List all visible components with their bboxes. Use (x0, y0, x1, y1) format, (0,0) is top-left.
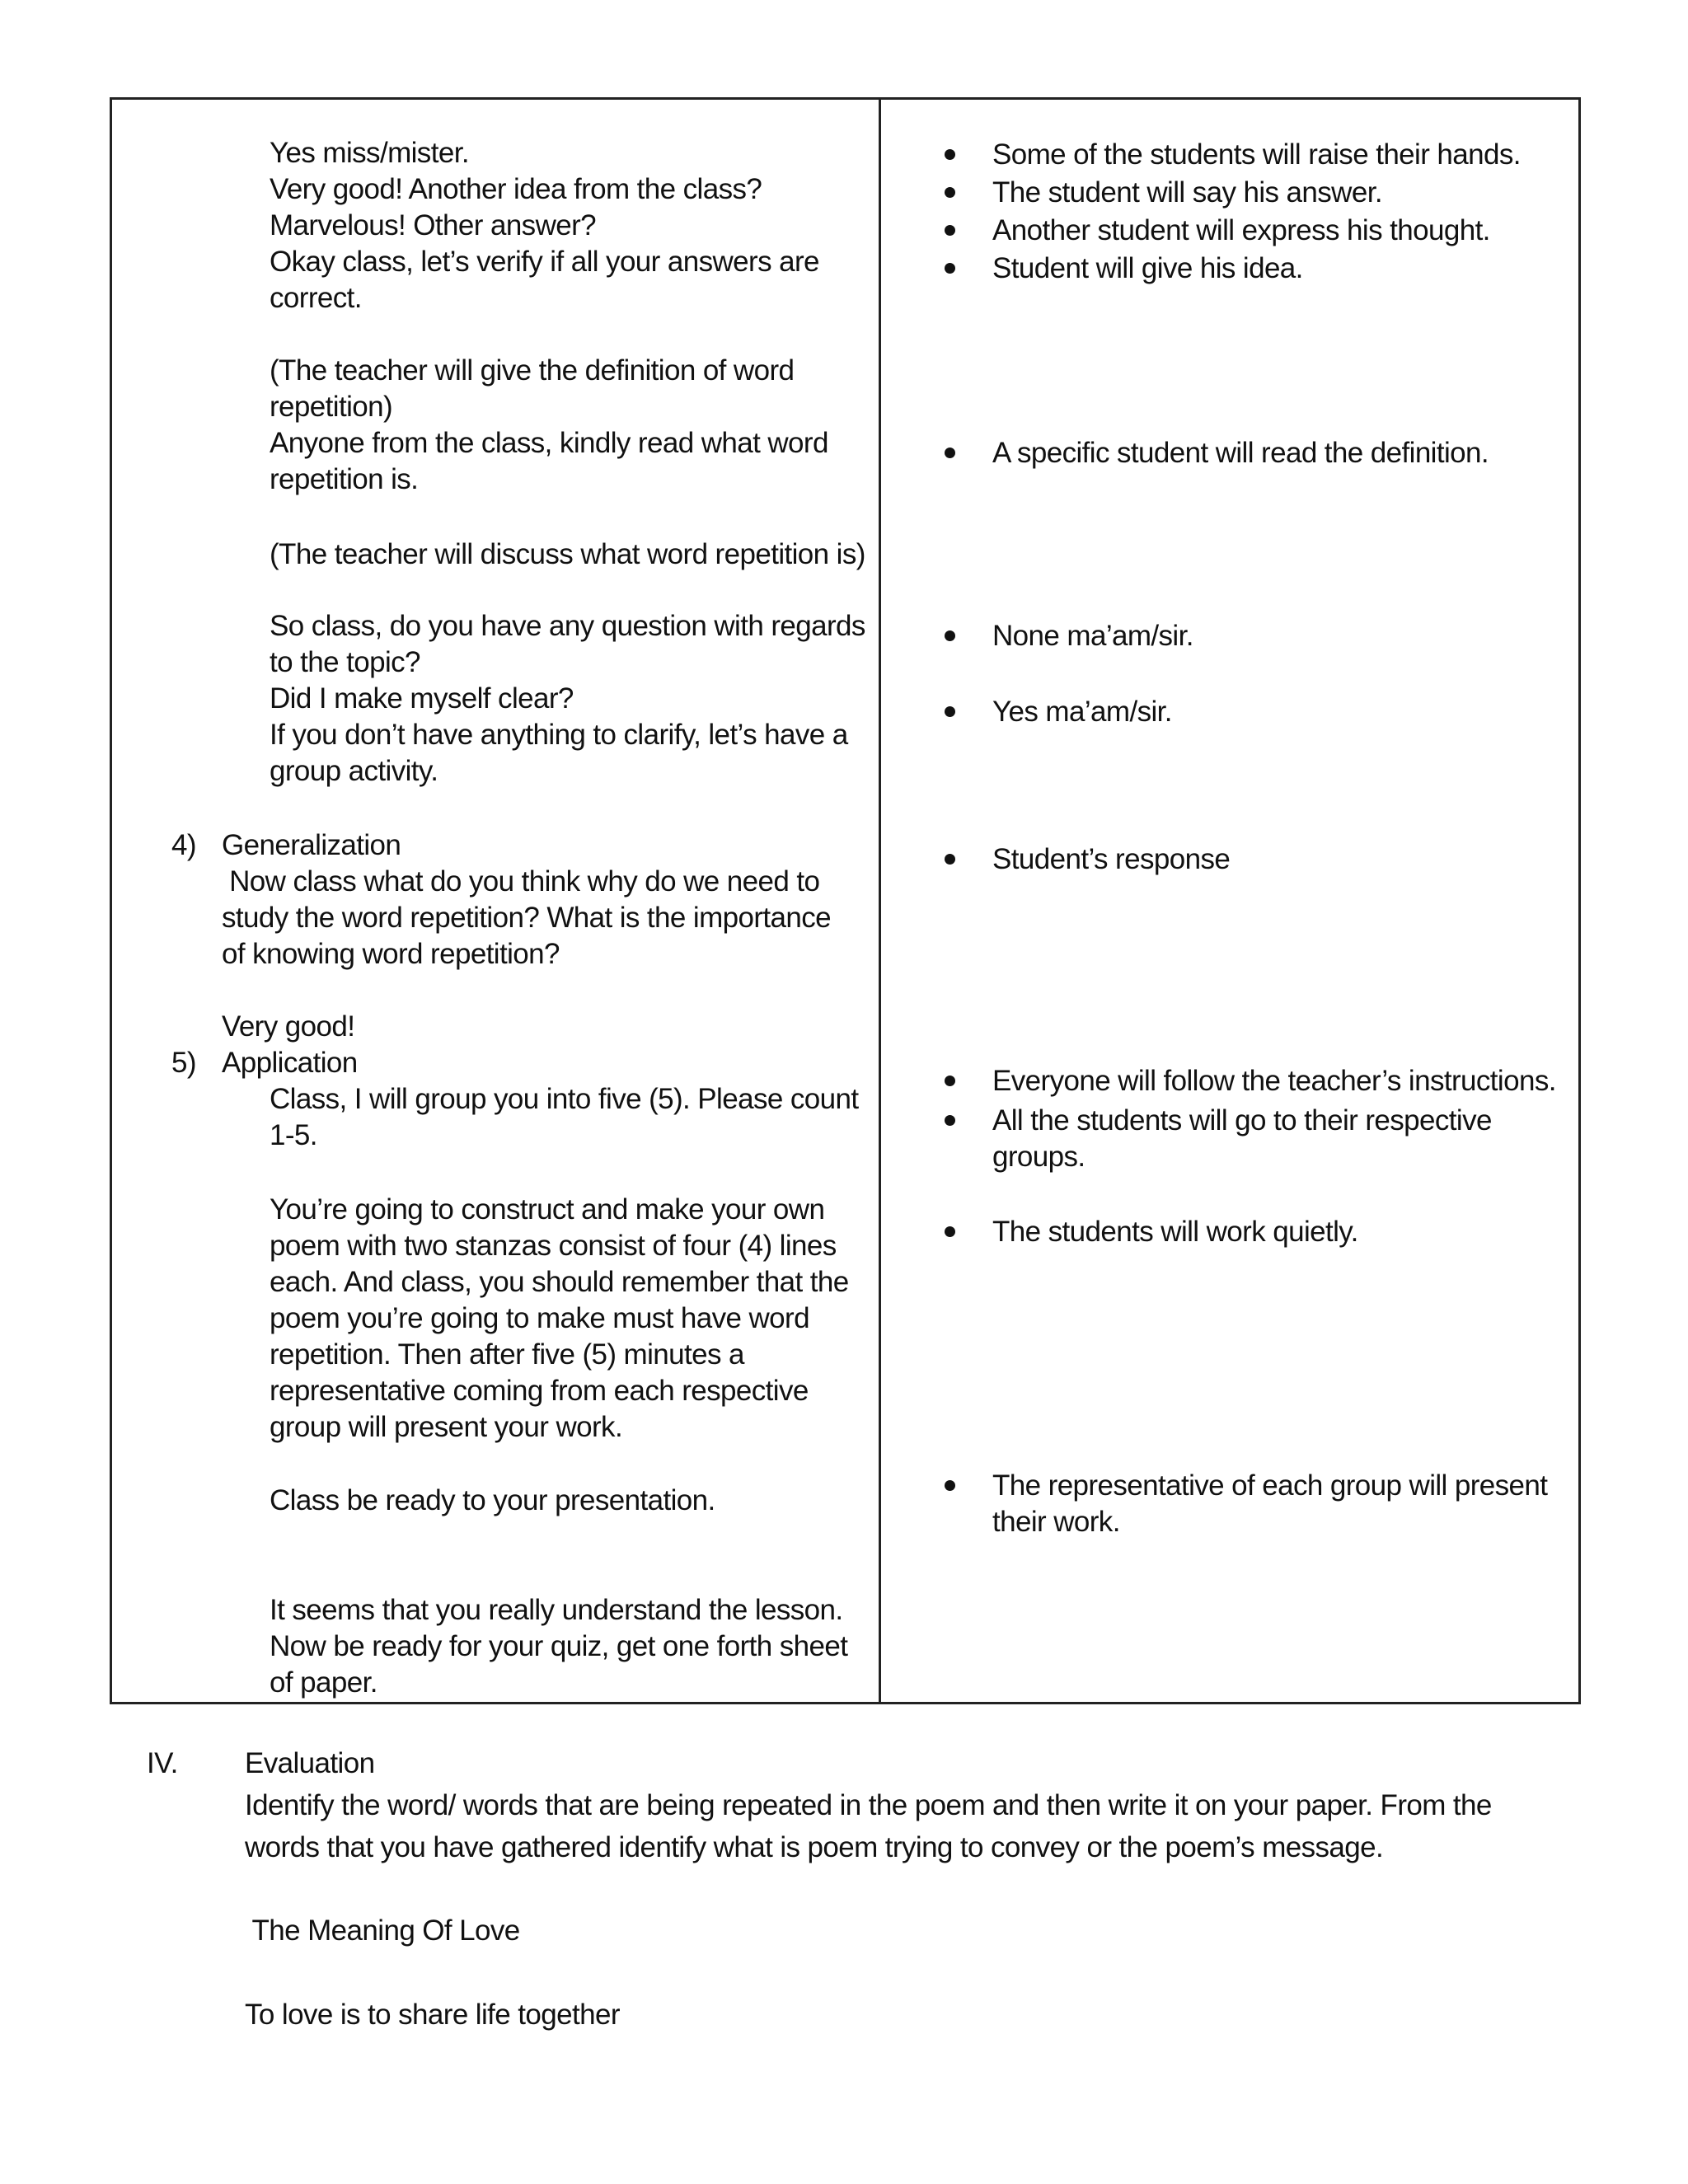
teacher-line: Did I make myself clear? (270, 682, 574, 715)
student-response: None ma’am/sir. (992, 620, 1193, 652)
student-response: Some of the students will raise their hands. (992, 138, 1521, 171)
bullet-icon (945, 854, 955, 865)
application-number: 5) (171, 1047, 196, 1079)
generalization-number: 4) (171, 829, 196, 861)
teacher-line: of knowing word repetition? (222, 938, 560, 970)
teacher-line: It seems that you really understand the lesson. (270, 1594, 843, 1626)
student-response: The student will say his answer. (992, 176, 1382, 209)
teacher-line: Now be ready for your quiz, get one forth sheet (270, 1630, 848, 1662)
teacher-line: correct. (270, 282, 362, 314)
student-response: Everyone will follow the teacher’s instructions. (992, 1065, 1556, 1097)
bullet-icon (945, 1480, 955, 1491)
teacher-line: representative coming from each respective (270, 1375, 809, 1407)
teacher-line: poem you’re going to make must have word (270, 1302, 809, 1334)
bullet-icon (945, 448, 955, 458)
column-divider (879, 97, 881, 1704)
application-heading: Application (222, 1047, 358, 1079)
student-response: their work. (992, 1506, 1120, 1538)
student-response: The representative of each group will present (992, 1469, 1548, 1502)
teacher-line: So class, do you have any question with regards (270, 610, 865, 642)
teacher-line: Okay class, let’s verify if all your answers are (270, 246, 819, 278)
poem-title: The Meaning Of Love (245, 1915, 520, 1947)
poem-line: To love is to share life together (245, 1999, 620, 2031)
teacher-line: repetition. Then after five (5) minutes a (270, 1338, 744, 1371)
teacher-line: Now class what do you think why do we need to (222, 865, 820, 898)
bullet-icon (945, 630, 955, 641)
student-response: A specific student will read the definition. (992, 437, 1489, 469)
bullet-icon (945, 187, 955, 198)
teacher-line: to the topic? (270, 646, 420, 678)
teacher-line: You’re going to construct and make your own (270, 1193, 825, 1226)
bullet-icon (945, 1115, 955, 1126)
teacher-line: each. And class, you should remember that the (270, 1266, 849, 1298)
teacher-line: Class be ready to your presentation. (270, 1484, 715, 1516)
bullet-icon (945, 263, 955, 274)
student-response: The students will work quietly. (992, 1216, 1358, 1248)
evaluation-instruction: Identify the word/ words that are being repeated in the poem and then write it on your paper. From the (245, 1789, 1492, 1821)
teacher-line: Yes miss/mister. (270, 137, 469, 169)
bullet-icon (945, 1226, 955, 1237)
teacher-line: Anyone from the class, kindly read what word (270, 427, 828, 459)
teacher-line: If you don’t have anything to clarify, let’s have a (270, 719, 848, 751)
student-response: Student’s response (992, 843, 1231, 875)
teacher-line: repetition is. (270, 463, 419, 495)
teacher-line: 1-5. (270, 1119, 317, 1151)
teacher-line: Class, I will group you into five (5). Please count (270, 1083, 859, 1115)
teacher-line: poem with two stanzas consist of four (4) lines (270, 1230, 837, 1262)
teacher-line: Very good! Another idea from the class? (270, 173, 762, 205)
bullet-icon (945, 706, 955, 717)
teacher-line: group will present your work. (270, 1411, 623, 1443)
student-response: Another student will express his thought. (992, 214, 1490, 246)
teacher-line: study the word repetition? What is the importance (222, 902, 832, 934)
evaluation-numeral: IV. (147, 1747, 178, 1779)
bullet-icon (945, 1076, 955, 1086)
teacher-line: Marvelous! Other answer? (270, 209, 597, 241)
evaluation-heading: Evaluation (245, 1747, 375, 1779)
generalization-heading: Generalization (222, 829, 401, 861)
teacher-line: group activity. (270, 755, 438, 787)
evaluation-instruction: words that you have gathered identify what is poem trying to convey or the poem’s message. (245, 1831, 1384, 1863)
teacher-line: Very good! (222, 1010, 355, 1043)
teacher-line: repetition) (270, 391, 393, 423)
teacher-line: of paper. (270, 1666, 377, 1699)
teacher-line: (The teacher will discuss what word repetition is) (270, 538, 865, 570)
student-response: Student will give his idea. (992, 252, 1303, 284)
bullet-icon (945, 149, 955, 160)
student-response: groups. (992, 1141, 1085, 1173)
bullet-icon (945, 225, 955, 236)
student-response: Yes ma’am/sir. (992, 696, 1172, 728)
student-response: All the students will go to their respective (992, 1104, 1492, 1137)
teacher-line: (The teacher will give the definition of word (270, 354, 795, 387)
